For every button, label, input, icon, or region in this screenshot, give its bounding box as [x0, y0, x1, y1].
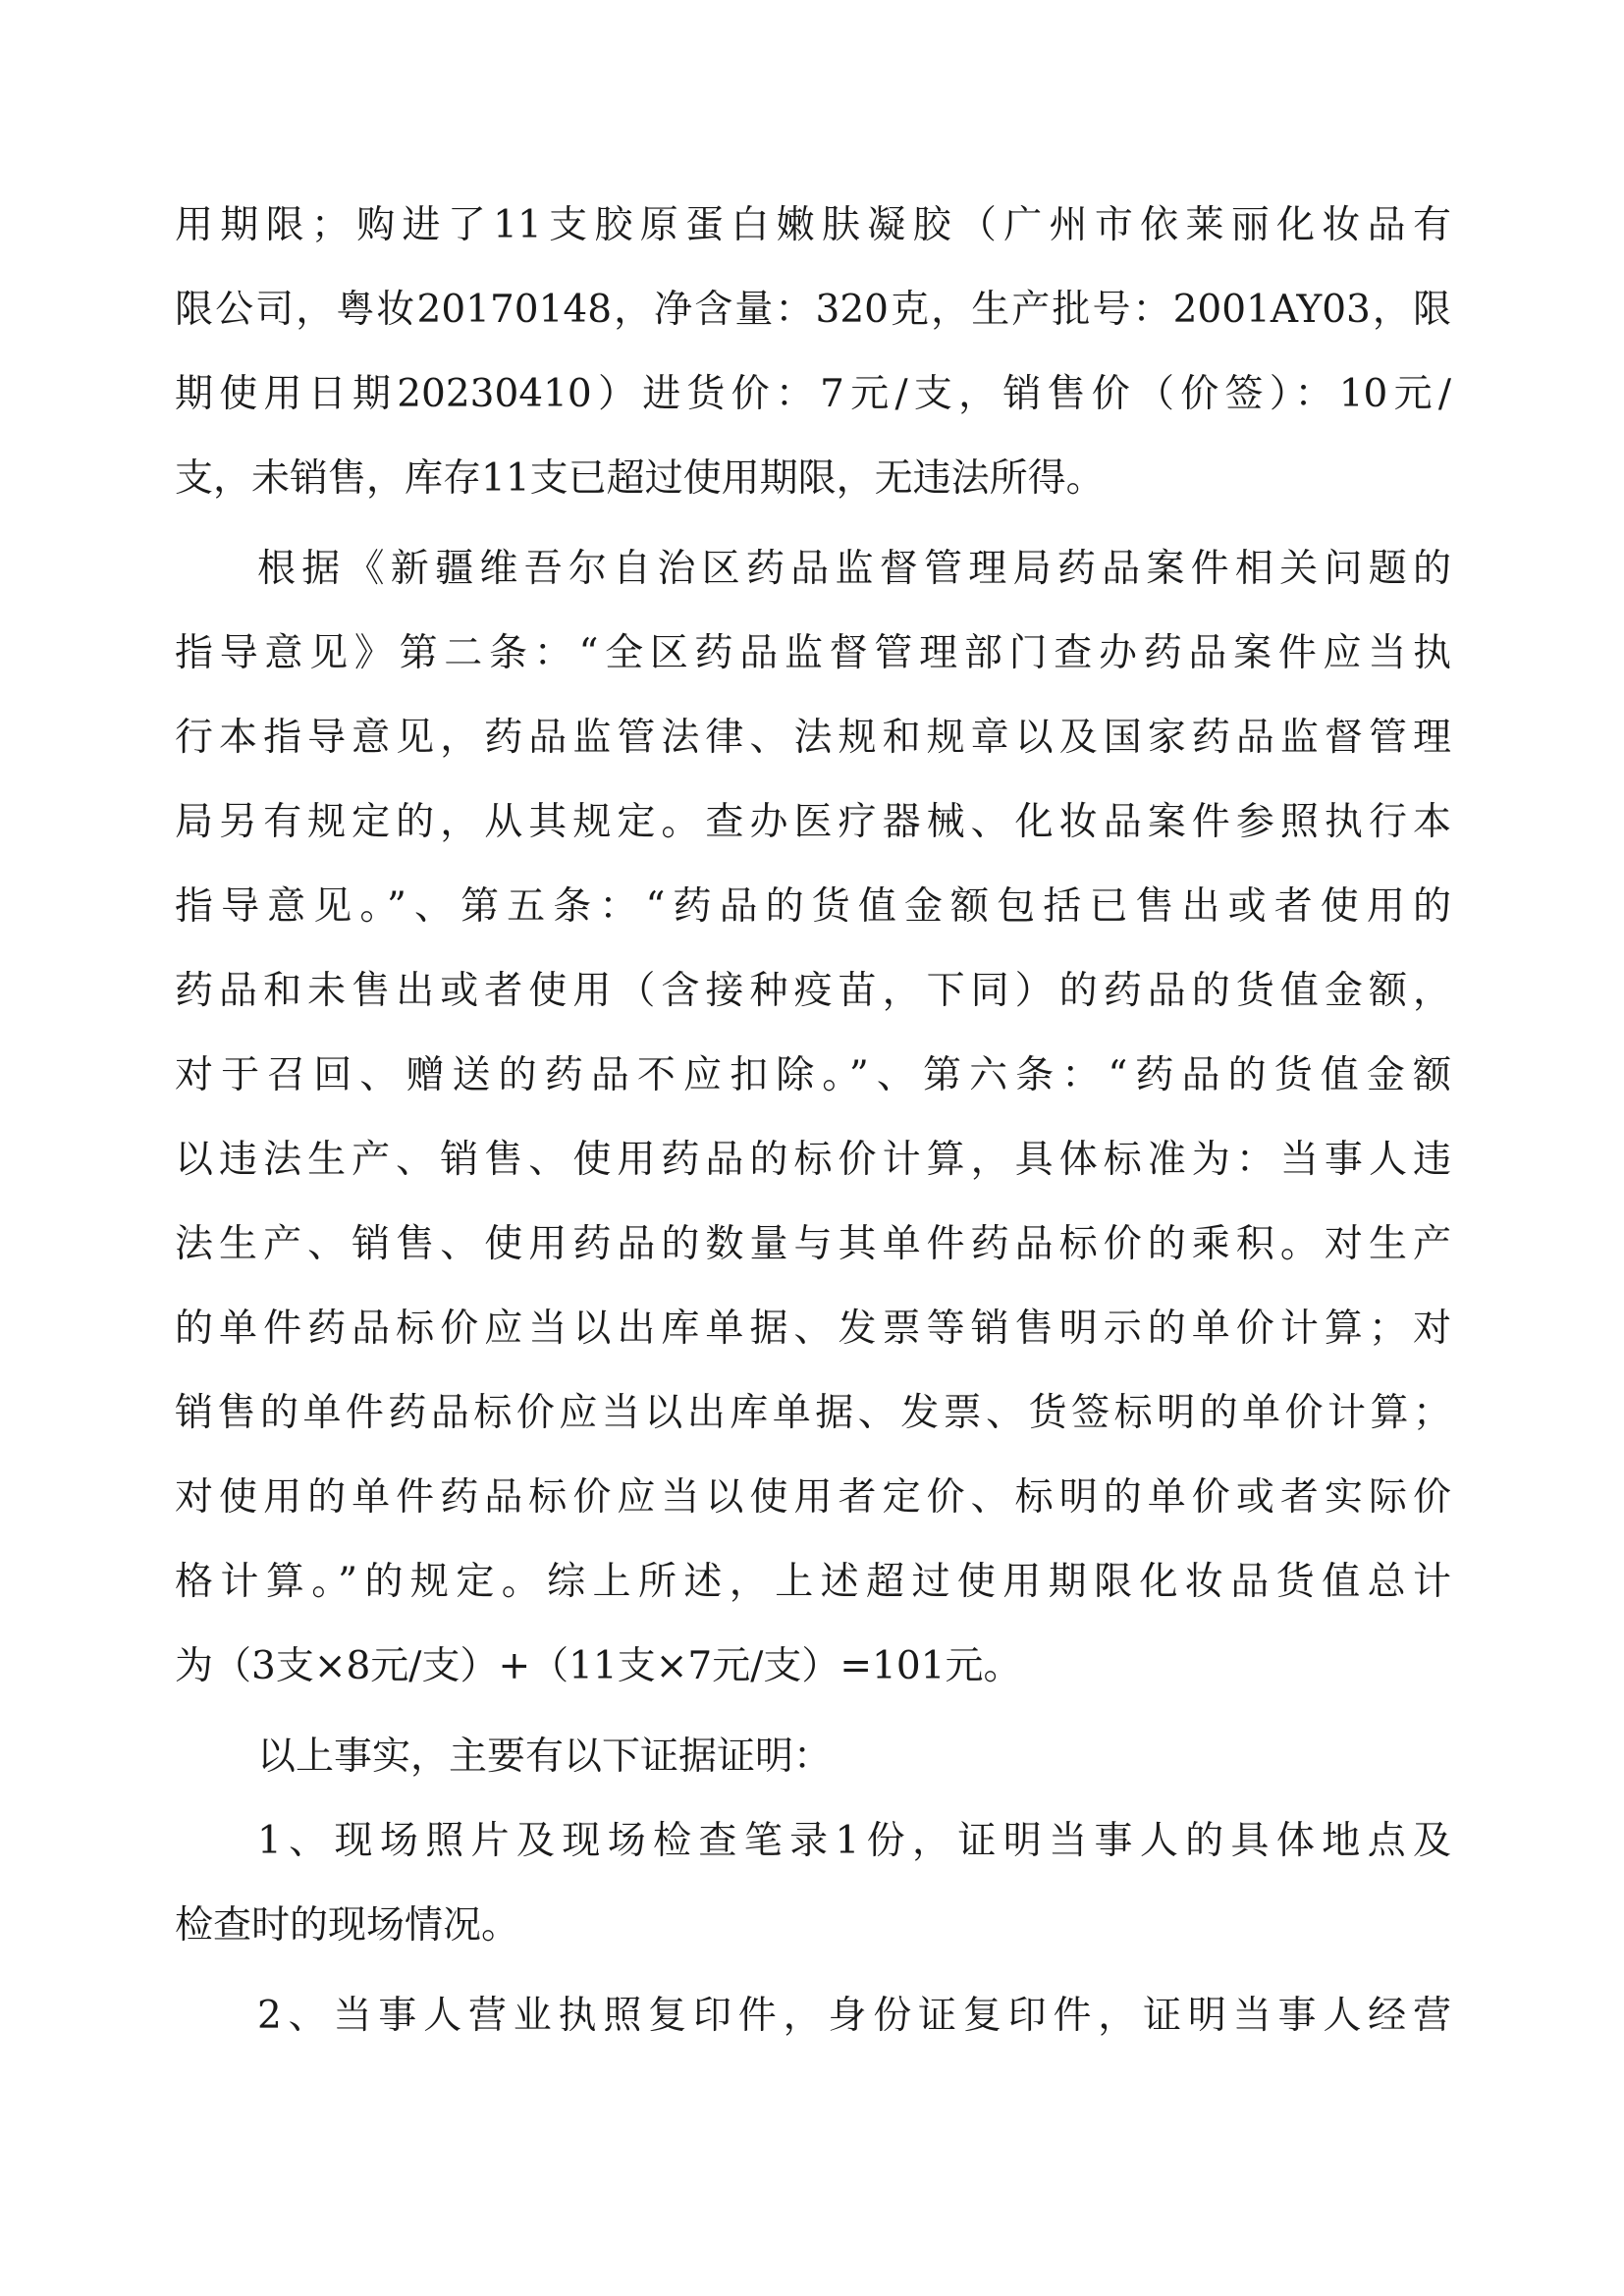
paragraph-line: 对于召回、赠送的药品不应扣除。”、第六条：“药品的货值金额 [175, 1053, 1451, 1097]
paragraph-line: 对使用的单件药品标价应当以使用者定价、标明的单价或者实际价 [175, 1475, 1451, 1520]
paragraph-line: 以违法生产、销售、使用药品的标价计算，具体标准为：当事人违 [175, 1138, 1451, 1182]
paragraph-line: 指导意见》第二条：“全区药品监督管理部门查办药品案件应当执 [175, 631, 1451, 675]
paragraph-line: 2、当事人营业执照复印件，身份证复印件，证明当事人经营 [257, 1994, 1451, 2038]
paragraph-line: 根据《新疆维吾尔自治区药品监督管理局药品案件相关问题的 [257, 547, 1451, 591]
paragraph-line: 期使用日期20230410）进货价：7元/支，销售价（价签）：10元/ [175, 372, 1451, 416]
paragraph-line: 的单件药品标价应当以出库单据、发票等销售明示的单价计算；对 [175, 1307, 1451, 1351]
paragraph-line: 为（3支×8元/支）+（11支×7元/支）=101元。 [175, 1644, 1022, 1688]
paragraph-line: 药品和未售出或者使用（含接种疫苗，下同）的药品的货值金额， [175, 969, 1451, 1013]
paragraph-line: 局另有规定的，从其规定。查办医疗器械、化妆品案件参照执行本 [175, 800, 1451, 844]
paragraph-line: 限公司，粤妆20170148，净含量：320克，生产批号：2001AY03，限 [175, 288, 1451, 332]
paragraph-line: 格计算。”的规定。综上所述，上述超过使用期限化妆品货值总计 [175, 1560, 1451, 1604]
paragraph-line: 检查时的现场情况。 [175, 1903, 520, 1948]
paragraph-line: 支，未销售，库存11支已超过使用期限，无违法所得。 [175, 456, 1105, 501]
paragraph-line: 销售的单件药品标价应当以出库单据、发票、货签标明的单价计算； [175, 1391, 1451, 1435]
paragraph-line: 用期限；购进了11支胶原蛋白嫩肤凝胶（广州市依莱丽化妆品有 [175, 203, 1451, 247]
paragraph-line: 法生产、销售、使用药品的数量与其单件药品标价的乘积。对生产 [175, 1222, 1451, 1266]
paragraph-line: 以上事实，主要有以下证据证明： [257, 1735, 833, 1779]
paragraph-line: 指导意见。”、第五条：“药品的货值金额包括已售出或者使用的 [175, 884, 1451, 929]
paragraph-line: 1、现场照片及现场检查笔录1份，证明当事人的具体地点及 [257, 1819, 1451, 1863]
paragraph-line: 行本指导意见，药品监管法律、法规和规章以及国家药品监督管理 [175, 716, 1451, 760]
